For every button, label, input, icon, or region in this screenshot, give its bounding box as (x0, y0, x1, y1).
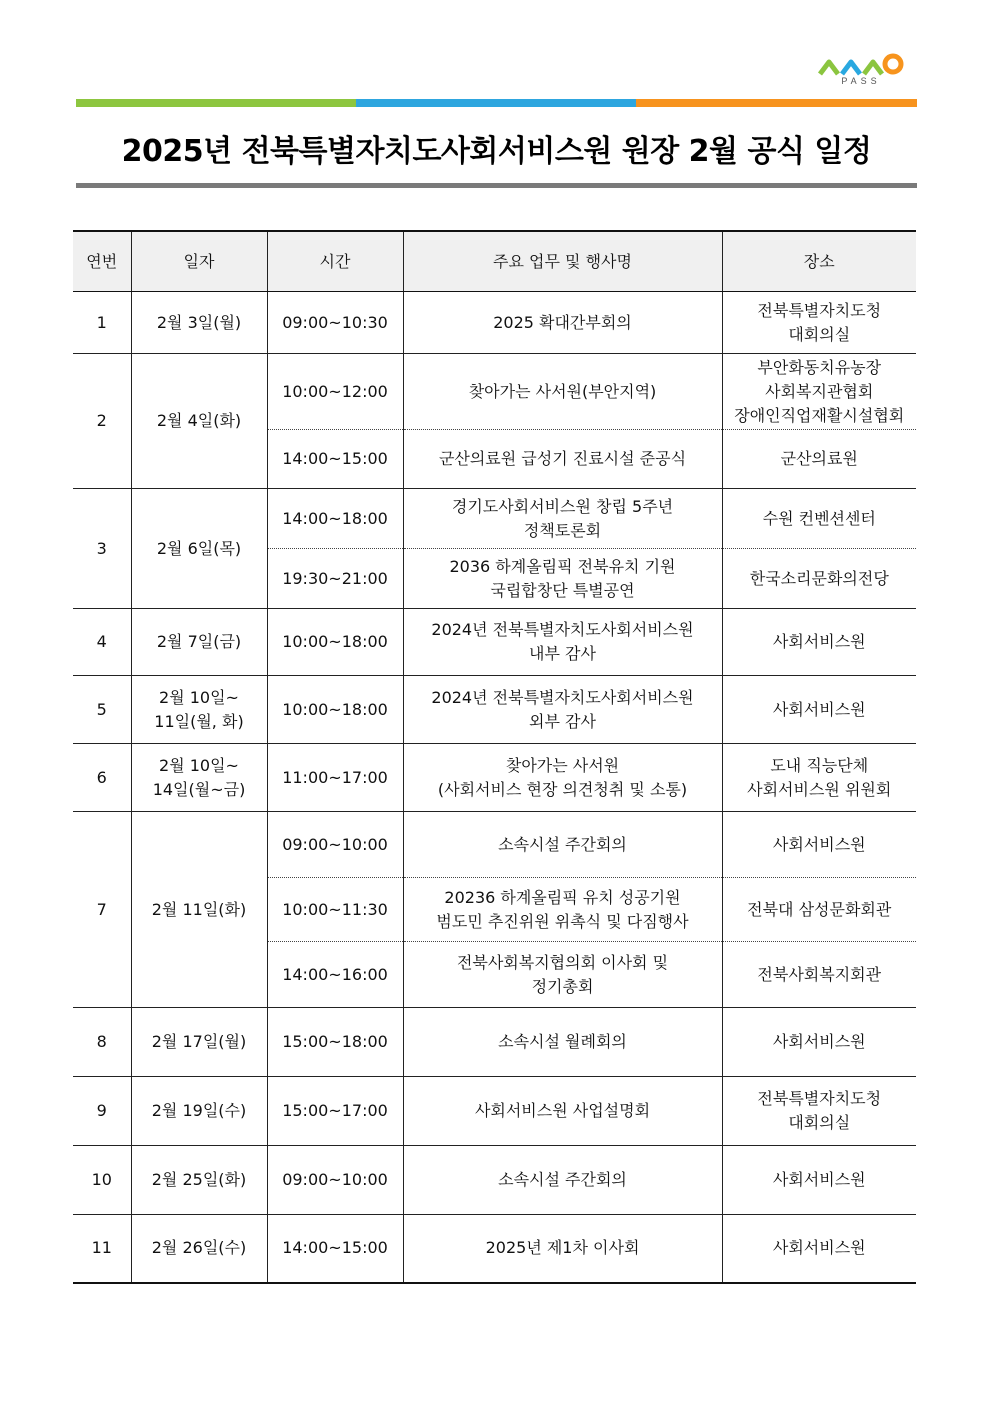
cell-date (131, 1146, 267, 1215)
cell-date (131, 676, 267, 744)
title-underline (76, 183, 917, 188)
place-line: 대회의실 (788, 1113, 851, 1132)
place-line: 장애인직업재활시설협회 (734, 405, 905, 425)
place-line: 도내 직능단체 (770, 755, 869, 775)
cell-place (722, 430, 916, 489)
event-line: 전북사회복지협의회 이사회 및 (456, 952, 669, 972)
cell-time: 10:00~12:00 (267, 354, 403, 430)
cell-time: 09:00~10:00 (267, 812, 403, 878)
cell-place (722, 292, 916, 354)
table-row (73, 354, 916, 430)
table-row (73, 1008, 916, 1077)
logo-text: PASS (841, 76, 881, 86)
cell-event (403, 489, 722, 549)
event-line: 군산의료원 급성기 진료시설 준공식 (438, 449, 687, 468)
place-line: 사회서비스원 (772, 699, 866, 719)
cell-event (403, 1146, 722, 1215)
date-line: 2월 26일(수) (151, 1238, 247, 1258)
cell-place (722, 489, 916, 549)
cell-place (722, 812, 916, 878)
cell-date (131, 1215, 267, 1283)
header-date: 일자 (131, 231, 267, 292)
cell-no: 5 (73, 676, 131, 744)
table-row (73, 292, 916, 354)
header-event: 주요 업무 및 행사명 (403, 231, 722, 292)
date-line: 11일(월, 화) (154, 711, 244, 731)
table-row (73, 609, 916, 676)
cell-date (131, 812, 267, 1008)
cell-time: 15:00~17:00 (267, 1077, 403, 1146)
table-row (73, 489, 916, 549)
cell-date (131, 609, 267, 676)
table-row (73, 1215, 916, 1283)
cell-place (722, 1146, 916, 1215)
event-line: 범도민 추진위원 위촉식 및 다짐행사 (436, 911, 689, 931)
table-row (73, 812, 916, 878)
place-line: 사회서비스원 (772, 834, 866, 854)
date-line: 2월 10일~ (159, 687, 239, 707)
cell-event (403, 609, 722, 676)
event-line: 2025 확대간부회의 (493, 312, 632, 332)
cell-place (722, 354, 916, 430)
table-row (73, 1146, 916, 1215)
cell-time: 10:00~18:00 (267, 609, 403, 676)
event-line: 2025년 제1차 이사회 (485, 1238, 640, 1258)
cell-no: 1 (73, 292, 131, 354)
schedule-body (73, 292, 916, 1283)
cell-place (722, 1215, 916, 1283)
event-line: 2024년 전북특별자치도사회서비스원 (431, 687, 694, 707)
date-line: 2월 3일(월) (156, 312, 242, 332)
cell-no: 10 (73, 1146, 131, 1215)
event-line: 국립합창단 특별공연 (490, 580, 635, 600)
table-row (73, 676, 916, 744)
cell-time: 11:00~17:00 (267, 744, 403, 812)
cell-time: 14:00~15:00 (267, 1215, 403, 1283)
event-line: 찾아가는 사서원 (505, 755, 620, 775)
date-line: 2월 6일(목) (156, 538, 242, 558)
cell-no: 4 (73, 609, 131, 676)
cell-time: 09:00~10:00 (267, 1146, 403, 1215)
event-line: 찾아가는 사서원(부안지역) (468, 381, 657, 401)
cell-no: 7 (73, 812, 131, 1008)
cell-time: 15:00~18:00 (267, 1008, 403, 1077)
event-line: 정책토론회 (523, 520, 602, 540)
cell-time: 10:00~11:30 (267, 878, 403, 942)
cell-place (722, 942, 916, 1008)
cell-event (403, 354, 722, 430)
cell-event (403, 430, 722, 489)
cell-no: 3 (73, 489, 131, 609)
event-line: 소속시설 주간회의 (498, 1170, 627, 1189)
cell-date (131, 354, 267, 489)
date-line: 14일(월~금) (152, 779, 246, 799)
event-line: 소속시설 주간회의 (498, 834, 627, 854)
event-line: 2024년 전북특별자치도사회서비스원 (431, 620, 694, 639)
place-line: 한국소리문화의전당 (749, 568, 889, 588)
place-line: 군산의료원 (780, 449, 858, 468)
cell-no: 8 (73, 1008, 131, 1077)
cell-time: 14:00~18:00 (267, 489, 403, 549)
cell-place (722, 1077, 916, 1146)
place-line: 전북특별자치도청 (757, 300, 882, 320)
date-line: 2월 4일(화) (156, 411, 242, 430)
date-line: 2월 11일(화) (151, 899, 247, 919)
color-bar-green (76, 99, 356, 107)
page-title: 2025년 전북특별자치도사회서비스원 원장 2월 공식 일정 (121, 134, 872, 169)
event-line: 경기도사회서비스원 창립 5주년 (451, 496, 674, 516)
cell-event (403, 878, 722, 942)
cell-event (403, 1077, 722, 1146)
cell-place (722, 549, 916, 609)
cell-date (131, 1008, 267, 1077)
cell-date (131, 1077, 267, 1146)
place-line: 전북대 삼성문화회관 (747, 899, 892, 919)
table-row (73, 744, 916, 812)
table-row (73, 1077, 916, 1146)
cell-place (722, 744, 916, 812)
date-line: 2월 10일~ (159, 755, 239, 775)
cell-no: 2 (73, 354, 131, 489)
cell-place (722, 1008, 916, 1077)
place-line: 사회복지관협회 (765, 381, 874, 401)
place-line: 수원 컨벤션센터 (762, 508, 876, 528)
cell-event (403, 744, 722, 812)
cell-no: 6 (73, 744, 131, 812)
date-line: 2월 19일(수) (151, 1101, 247, 1120)
cell-no: 9 (73, 1077, 131, 1146)
color-bar-orange (636, 99, 917, 107)
cell-place (722, 609, 916, 676)
event-line: (사회서비스 현장 의견청취 및 소통) (437, 779, 688, 799)
color-bar-blue (356, 99, 636, 107)
cell-time: 14:00~15:00 (267, 430, 403, 489)
header-no: 연번 (73, 231, 131, 292)
pass-logo-mark (816, 50, 906, 78)
date-line: 2월 25일(화) (151, 1170, 247, 1189)
header-place: 장소 (722, 231, 916, 292)
place-line: 사회서비스원 (772, 1032, 866, 1051)
header-time: 시간 (267, 231, 403, 292)
place-line: 사회서비스원 (772, 1238, 866, 1258)
cell-time: 10:00~18:00 (267, 676, 403, 744)
cell-time: 19:30~21:00 (267, 549, 403, 609)
place-line: 사회서비스원 (772, 632, 866, 651)
cell-time: 09:00~10:30 (267, 292, 403, 354)
cell-event (403, 676, 722, 744)
date-line: 2월 7일(금) (156, 632, 242, 651)
cell-no: 11 (73, 1215, 131, 1283)
event-line: 외부 감사 (529, 711, 596, 731)
cell-date (131, 292, 267, 354)
event-line: 정기총회 (531, 976, 594, 996)
event-line: 내부 감사 (529, 644, 596, 663)
cell-event (403, 549, 722, 609)
place-line: 사회서비스원 위원회 (747, 779, 892, 799)
cell-place (722, 676, 916, 744)
table-header-row (73, 231, 916, 292)
place-line: 대회의실 (788, 324, 851, 344)
place-line: 부안화동치유농장 (757, 357, 882, 377)
cell-date (131, 744, 267, 812)
cell-event (403, 292, 722, 354)
date-line: 2월 17일(월) (151, 1032, 247, 1051)
event-line: 사회서비스원 사업설명회 (474, 1101, 651, 1120)
place-line: 사회서비스원 (772, 1170, 866, 1189)
cell-event (403, 1008, 722, 1077)
cell-event (403, 942, 722, 1008)
event-line: 소속시설 월례회의 (498, 1032, 627, 1051)
place-line: 전북사회복지회관 (757, 964, 882, 984)
cell-event (403, 1215, 722, 1283)
cell-place (722, 878, 916, 942)
event-line: 2036 하계올림픽 전북유치 기원 (449, 556, 676, 576)
event-line: 20236 하계올림픽 유치 성공기원 (444, 887, 681, 907)
cell-time: 14:00~16:00 (267, 942, 403, 1008)
schedule-table (73, 230, 916, 1284)
cell-event (403, 812, 722, 878)
header-color-bar (76, 99, 917, 107)
place-line: 전북특별자치도청 (757, 1089, 882, 1108)
cell-date (131, 489, 267, 609)
